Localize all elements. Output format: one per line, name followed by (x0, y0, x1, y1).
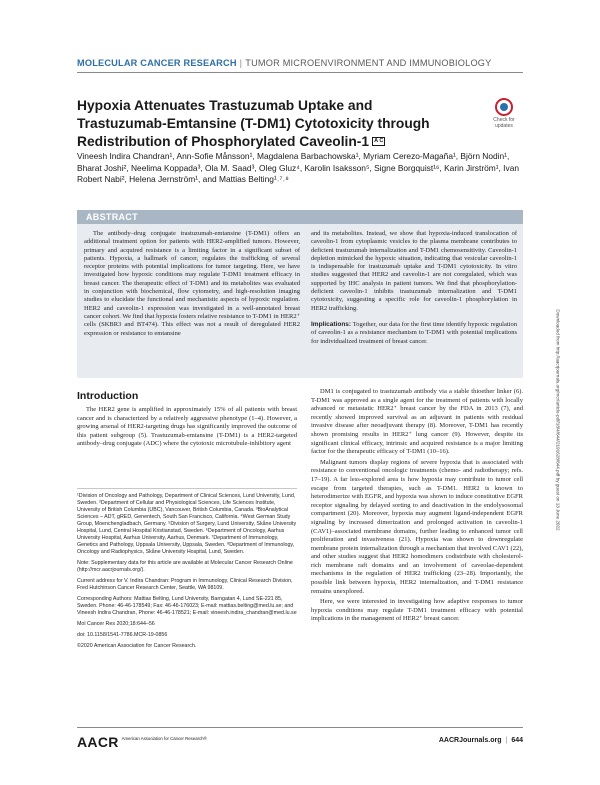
copyright: ©2020 American Association for Cancer Research. (77, 643, 197, 649)
crossmark[interactable] (488, 98, 520, 129)
introduction-text: The HER2 gene is amplified in approximately 15% of all patients with breast cancer and is characterized by a relatively aggressive phenotype (1–4). However, a growing arsenal of HER2-targeting drugs has significantly improved the outcome of this patient subgroup (5). Trastuzumab-emtansine (T-DM1) is a HER2-targeted antibody–drug conjugate (ADC) where the cytotoxic microtubule-inhibitory agent (77, 406, 297, 448)
crossmark-icon[interactable] (495, 98, 513, 116)
citation: Mol Cancer Res 2020;18:644–56 (77, 621, 155, 627)
aacr-logo-mark: AACR (77, 734, 119, 750)
running-head (77, 58, 491, 68)
aacr-logo (77, 734, 207, 752)
header-separator: | (239, 58, 243, 68)
aacr-logo-subtitle: American Association for Cancer Research® (121, 736, 207, 741)
footer-separator: | (505, 737, 508, 744)
abstract-heading: ABSTRACT (77, 210, 523, 224)
journal-name: MOLECULAR CANCER RESEARCH (77, 58, 237, 68)
abstract-right-column (311, 230, 517, 354)
article-title (77, 97, 457, 150)
right-paragraph-1: DM1 is conjugated to trastuzumab antibody via a stable thioether linker (6). T-DM1 was approved as a single agent for the treatment of patients with locally advanced or metastatic HER2⁺ breast cancer by the FDA in 2013 (7), and recently showed improved survival as an adjuvant in patients with residual invasive disease after neoadjuvant therapy (8). Moreover, T-DM1 has recently shown promising results in HER2⁺ lung cancer (9). However, despite its significant clinical efficacy, intrinsic and acquired resistance is a major limiting factor for the therapeutic efficacy of T-DM1 (10–16). (311, 388, 523, 456)
footnotes (77, 488, 297, 654)
article-title-text: Hypoxia Attenuates Trastuzumab Uptake and Trastuzumab-Emtansine (T-DM1) Cytotoxicity through Redistribution of Phosphorylated Caveolin-1 (77, 98, 430, 149)
right-paragraph-2: Malignant tumors display regions of severe hypoxia that is associated with resistance to conventional oncologic treatments (chemo- and radiotherapy; refs. 17–19). A far less-explored area is how hypoxia may contribute to tumor cell escape from targeted therapies, such as T-DM1. HER2 is known to heterodimerize with EGFR, and hypoxia was shown to induce constitutive EGFR receptor signaling by delayed sorting to and deactivation in the endolysosomal compartment (20). Moreover, hypoxia may augment ligand-independent EGFR signaling by increased dimerization and prolonged activation in caveolin-1 (CAV1)–associated membrane domains, further leading to enhanced tumor cell proliferation and invasiveness (21). Hypoxia was shown to downregulate membrane protein internalization through a mechanism that involved CAV1 (22), and other studies suggest that HER2 homodimers codistribute with cholesterol-rich membrane raft domains and an involvement of caveolae-dependent mechanisms in the regulation of HER2 trafficking (23–28). Importantly, the possible link between hypoxia, HER2 internalization, and T-DM1 resistance remains unexplored. (311, 458, 523, 595)
current-address: Current address for V. Indira Chandran: Program in Immunology, Clinical Research Division, Fred Hutchinson Cancer Research Center, Seattle, WA 98109. (77, 578, 293, 591)
journal-site-link[interactable]: AACRJournals.org (438, 737, 502, 744)
page-number: 644 (511, 737, 523, 744)
supplementary-note: Note: Supplementary data for this article are available at Molecular Cancer Research Online (http://mcr.aacrjournals.org/). (77, 560, 293, 573)
abstract-right-text: and its metabolites. Instead, we show that hypoxia-induced translocation of caveolin-1 from cytoplasmic vesicles to the plasma membrane contributes to deficient trastuzumab internalization and T-DM1 chemosensitivity. Caveolin-1 depletion mimicked the hypoxic situation, indicating that vesicular caveolin-1 is indispensable for trastuzumab uptake and T-DM1 cytotoxicity. In vitro studies suggested that HER2 and caveolin-1 are not coregulated, which was supported by IHC analysis in patient tumors. We find that phosphorylation-deficient caveolin-1 inhibits trastuzumab internalization and T-DM1 cytotoxicity, suggesting a specific role for caveolin-1 phosphorylation in HER2 trafficking. (311, 230, 517, 312)
download-watermark-text: Downloaded from http://aacrjournals.org/mcr/article-pdf/18/4/644/2191628/644.pdf by guest on 13 June 2022 (555, 309, 561, 531)
implications (311, 321, 517, 346)
footer-rule (77, 727, 523, 728)
author-list: Vineesh Indira Chandran¹, Ann-Sofie Månsson¹, Magdalena Barbachowska¹, Myriam Cerezo-Magaña¹, Björn Nodin¹, Bharat Joshi², Neelima Koppada³, Ola M. Saad³, Oleg Gluz⁴, Karolin Isaksson⁵, Signe Borgquist¹⁶, Karin Jirström¹, Ivan Robert Nabi², Helena Jernström¹, and Mattias Belting¹˒⁷˒⁸ (77, 151, 520, 185)
doi: doi: 10.1158/1541-7786.MCR-19-0856 (77, 632, 168, 638)
right-column (311, 388, 523, 624)
affiliations: ¹Division of Oncology and Pathology, Department of Clinical Sciences, Lund University, Lund, Sweden. ²Department of Cellular and Physiological Sciences, Life Sciences Institute, University of British Columbia (UBC), Vancouver, British Columbia, Canada. ³BioAnalytical Sciences – ADT, gRED, Genentech, South San Francisco, California. ⁴West German Study Group, Moenchengladbach, Germany. ⁵Division of Surgery, Lund University, Skåne University Hospital, Lund, Central Hospital Kristianstad, Sweden. ⁶Department of Oncology, Aarhus University Hospital, Aarhus University, Aarhus, Denmark. ⁷Department of Immunology, Genetics and Pathology, Uppsala University, Uppsala, Sweden. ⁸Department of Immunology, Oncology and Radiophysics, Skåne University Hospital, Lund, Sweden. (77, 493, 297, 555)
section-name: TUMOR MICROENVIRONMENT AND IMMUNOBIOLOGY (245, 58, 492, 68)
right-paragraph-3: Here, we were interested in investigating how adaptive responses to tumor hypoxia conditions may regulate T-DM1 treatment efficacy with potential implications in the management of HER2⁺ breast cancer. (311, 598, 523, 623)
footer-right (439, 737, 523, 744)
corresponding-authors: Corresponding Authors: Mattias Belting, Lund University, Barngatan 4, Lund SE-221 85, Sweden. Phone: 46-46-178549; Fax: 46-46-176023; E-mail: mattias.belting@med.lu.se; and Vineesh Indira Chandran, Phone: 46-46-178521; E-mail: vineesh.indira_chandran@med.lu.se (77, 596, 297, 616)
download-watermark (552, 270, 564, 570)
implications-label: Implications: (311, 320, 352, 328)
open-access-badge: A C (374, 138, 384, 145)
crossmark-label: Check for updates (493, 117, 515, 129)
introduction-heading: Introduction (77, 390, 139, 402)
abstract-left-column: The antibody–drug conjugate trastuzumab-emtansine (T-DM1) offers an additional treatment option for patients with HER2-amplified tumors. However, primary and acquired resistance is a limiting factor in a significant subset of patients. Hypoxia, a hallmark of cancer, regulates the trafficking of several receptor proteins with potential implications for tumor targeting. Here, we have investigated how hypoxic conditions may regulate T-DM1 treatment efficacy in breast cancer. The therapeutic effect of T-DM1 and its metabolites was evaluated in conjunction with biochemical, flow cytometry, and high-resolution imaging studies to elucidate the functional and mechanistic aspects of hypoxic regulation. HER2 and caveolin-1 expression was investigated in a well-annotated breast cancer cohort. We find that hypoxia fosters relative resistance to T-DM1 in HER2⁺ cells (SKBR3 and BT474). This effect was not a result of deregulated HER2 expression or resistance to emtansine (84, 230, 300, 337)
implications-text: Together, our data for the first time identify hypoxic regulation of caveolin-1 as a resistance mechanism to T-DM1 with potential implications for individualized treatment of breast cancer. (311, 320, 517, 345)
header-rule (77, 72, 523, 73)
